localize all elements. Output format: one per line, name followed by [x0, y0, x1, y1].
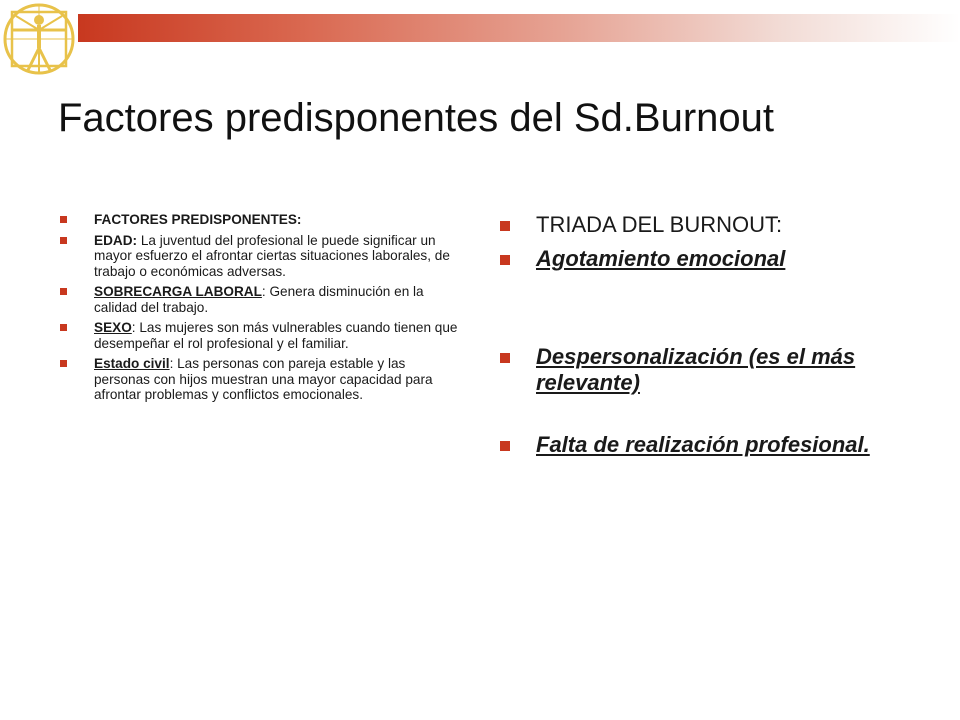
square-bullet-icon [500, 221, 510, 231]
list-item-text: : Las personas con pareja estable y las personas con hijos muestran una mayor capacidad para afrontar problemas y conflictos emocionales. [94, 356, 433, 402]
list-item-text: La juventud del profesional le puede significar un mayor esfuerzo el afrontar ciertas situaciones laborales, de trabajo o económicas adversas. [94, 232, 450, 279]
list-item-heading [500, 212, 920, 238]
list-item-text: : Genera disminución en la calidad del trabajo. [94, 284, 424, 315]
right-bullet-list [500, 212, 920, 458]
slide-title: Factores predisponentes del Sd.Burnout [58, 96, 774, 140]
list-item [500, 432, 920, 458]
square-bullet-icon [500, 255, 510, 265]
vitruvian-man-icon [0, 0, 78, 78]
square-bullet-icon [60, 216, 67, 223]
list-item [60, 356, 460, 403]
square-bullet-icon [60, 288, 67, 295]
square-bullet-icon [60, 237, 67, 244]
list-item-label: FACTORES PREDISPONENTES: [94, 212, 302, 227]
square-bullet-icon [500, 441, 510, 451]
list-item [60, 284, 460, 315]
list-item-text: Agotamiento emocional [536, 246, 786, 271]
triada-heading: TRIADA DEL BURNOUT: [536, 212, 783, 237]
list-item-label: SOBRECARGA LABORAL [94, 284, 262, 299]
list-item-text: : Las mujeres son más vulnerables cuando tienen que desempeñar el rol profesional y el familiar. [94, 320, 458, 351]
list-item [60, 233, 460, 280]
list-item-label: EDAD: [94, 232, 138, 248]
list-item-label: Estado civil [94, 356, 170, 371]
list-item-text: Despersonalización (es el más relevante) [536, 344, 856, 395]
header-gradient-bar [78, 14, 960, 42]
square-bullet-icon [500, 353, 510, 363]
square-bullet-icon [60, 324, 67, 331]
list-item-label: SEXO [94, 320, 132, 335]
square-bullet-icon [60, 360, 67, 367]
list-item [500, 246, 920, 272]
list-item [60, 212, 460, 228]
list-item [500, 344, 920, 396]
list-item-text: Falta de realización profesional. [536, 432, 870, 457]
list-item [60, 320, 460, 351]
left-bullet-list [60, 212, 460, 408]
